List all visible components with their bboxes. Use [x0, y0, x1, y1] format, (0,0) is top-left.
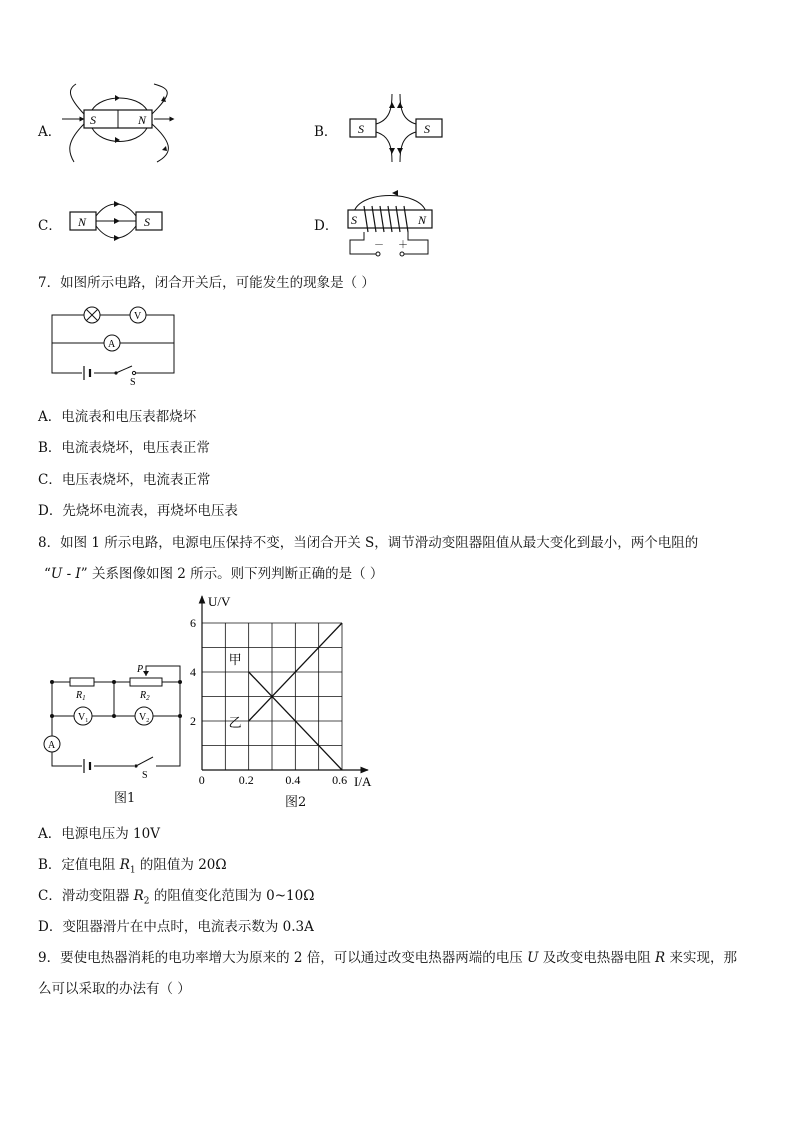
series-label-yi: 乙 [228, 715, 242, 730]
q7-choice-d: D．先烧坏电流表，再烧坏电压表 [38, 503, 238, 519]
x-tick-label: 0.6 [332, 773, 348, 787]
q8-figure-2-ui-graph [190, 592, 380, 789]
u-i-expression: U - I [50, 566, 81, 582]
q8-choice-a: A．电源电压为 10V [38, 826, 160, 842]
r1-label: $R_1$ [76, 690, 86, 702]
figure-1-caption: 图1 [114, 791, 136, 806]
pole-s: S [90, 113, 96, 127]
series-label-jia: 甲 [228, 652, 242, 667]
option-a-label: A． [38, 124, 62, 140]
q8-figure-1-circuit [38, 660, 188, 808]
figure-c-opposite-poles [68, 196, 164, 246]
q8-choice-b: B．定值电阻 $R_1$ 的阻值为 20Ω [38, 857, 227, 876]
v1-label: $V_1$ [78, 712, 89, 724]
pole-n: N [78, 215, 87, 229]
pole-n: N [418, 213, 427, 227]
ammeter-label: A [108, 339, 116, 350]
figure-b-like-poles [348, 94, 444, 162]
figure-a-bar-magnet [62, 84, 182, 164]
pole-s: S [144, 215, 150, 229]
x-tick-label: 0 [198, 773, 205, 787]
option-d-label: D． [314, 218, 339, 234]
q7-stem: 7．如图所示电路，闭合开关后，可能发生的现象是（ ） [38, 275, 375, 291]
ammeter-label: A [48, 740, 56, 751]
q9-stem-line2: 么可以采取的办法有（ ） [38, 981, 191, 997]
x-tick-label: 0.4 [285, 773, 301, 787]
q9-stem-line1: 9．要使电热器消耗的电功率增大为原来的 2 倍，可以通过改变电热器两端的电压 U 及改变电热器电阻 R 来实现，那 [38, 950, 738, 966]
slider-p-label: P [137, 664, 144, 675]
y-tick-label: 2 [190, 714, 196, 728]
x-tick-label: 0.2 [238, 773, 254, 787]
option-c-label: C． [38, 218, 62, 234]
pole-s-left: S [358, 122, 364, 136]
figure-d-solenoid [340, 184, 440, 256]
pole-s-right: S [424, 122, 430, 136]
pole-n: N [138, 113, 147, 127]
q7-choice-c: C．电压表烧坏，电流表正常 [38, 472, 211, 488]
r2-label: $R_2$ [140, 690, 150, 702]
plus-sign: ＋ [398, 240, 408, 251]
y-axis-label: U/V [208, 594, 231, 609]
q7-choice-a: A．电流表和电压表都烧坏 [38, 409, 197, 425]
q8-stem-line2: “U - I” 关系图像如图 2 所示。则下列判断正确的是（ ） [44, 566, 384, 582]
figure-2-caption: 图2 [285, 795, 307, 810]
y-tick-label: 6 [190, 616, 196, 630]
pole-s: S [351, 213, 357, 227]
q8-choice-d: D．变阻器滑片在中点时，电流表示数为 0.3A [38, 919, 314, 935]
q8-stem-line1: 8．如图 1 所示电路，电源电压保持不变，当闭合开关 S，调节滑动变阻器阻值从最大变化到最小，两个电阻的 [38, 535, 699, 551]
option-b-label: B． [314, 124, 338, 140]
voltmeter-label: V [134, 311, 142, 322]
x-axis-label: I/A [354, 774, 372, 789]
q7-circuit-diagram [46, 305, 178, 387]
q7-choice-b: B．电流表烧坏，电压表正常 [38, 440, 210, 456]
minus-sign: － [374, 240, 384, 251]
v2-label: $V_2$ [139, 712, 150, 724]
y-tick-label: 4 [190, 665, 196, 679]
q8-choice-c: C．滑动变阻器 $R_2$ 的阻值变化范围为 0~10Ω [38, 888, 315, 907]
switch-label: S [130, 377, 136, 388]
switch-label: S [142, 770, 148, 781]
